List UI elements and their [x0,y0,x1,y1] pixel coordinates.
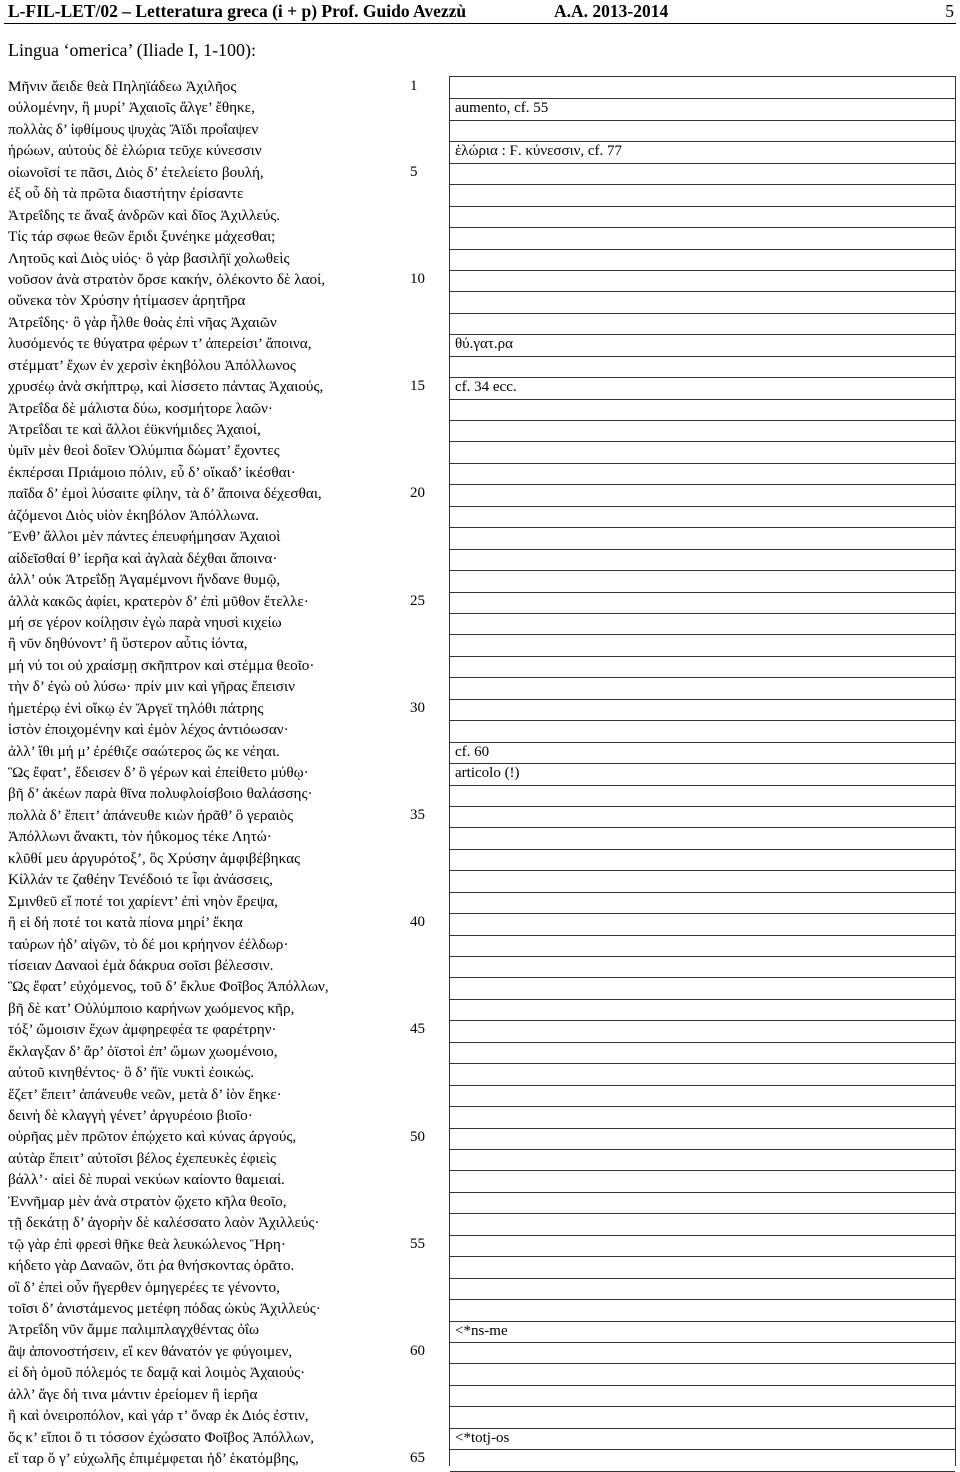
notes-row [450,742,955,764]
notes-row [450,291,955,313]
notes-row [450,849,955,871]
notes-row [450,1063,955,1085]
verse-line: τὴν δ’ ἐγὼ οὐ λύσω· πρίν μιν καὶ γῆρας ἔπεισιν [8,678,295,696]
verse-line: ἁζόμενοι Διὸς υἱὸν ἑκηβόλον Ἀπόλλωνα. [8,506,259,524]
verse-line: οὕνεκα τὸν Χρύσην ἠτίμασεν ἀρητῆρα [8,292,246,310]
notes-row [450,1192,955,1214]
line-number: 30 [410,699,425,716]
verse-line: Ἔνθ’ ἄλλοι μὲν πάντες ἐπευφήμησαν Ἀχαιοὶ [8,528,281,546]
notes-row [450,699,955,721]
notes-row [450,420,955,442]
notes-row [450,1149,955,1171]
line-number: 40 [410,914,425,931]
verse-line: μή νύ τοι οὐ χραίσμῃ σκῆπτρον καὶ στέμμα θεοῖο· [8,656,315,674]
line-number: 60 [410,1342,425,1359]
verse-line: Ὣς ἔφατ’ εὐχόμενος, τοῦ δ’ ἔκλυε Φοῖβος Ἀπόλλων, [8,978,329,996]
verse-line: χρυσέῳ ἀνὰ σκήπτρῳ, καὶ λίσσετο πάντας Ἀχαιούς, [8,378,324,396]
notes-row [450,356,955,378]
greek-text [8,76,403,1469]
verse-line: ἐξ οὗ δὴ τὰ πρῶτα διαστήτην ἐρίσαντε [8,185,244,203]
margin-note: cf. 34 ecc. [455,379,517,396]
verse-line: Ἀπόλλωνι ἄνακτι, τὸν ἠΰκομος τέκε Λητώ· [8,828,272,846]
notes-row [450,870,955,892]
verse-line: αἰδεῖσθαί θ’ ἱερῆα καὶ ἀγλαὰ δέχθαι ἄποινα· [8,549,278,567]
notes-row [450,377,955,399]
verse-line: τόξ’ ὤμοισιν ἔχων ἀμφηρεφέα τε φαρέτρην· [8,1021,277,1039]
notes-row [450,634,955,656]
verse-line: οὐρῆας μὲν πρῶτον ἐπῴχετο καὶ κύνας ἀργούς, [8,1128,297,1146]
line-number: 15 [410,378,425,395]
line-number: 55 [410,1235,425,1252]
academic-year: A.A. 2013-2014 [554,1,669,21]
verse-line: πολλὰς δ’ ἰφθίμους ψυχὰς Ἄϊδι προΐαψεν [8,120,259,138]
notes-row [450,463,955,485]
course-title: L-FIL-LET/02 – Letteratura greca (i + p) Prof. Guido Avezzù [8,1,467,21]
verse-line: ἔκλαγξαν δ’ ἄρ’ ὀϊστοὶ ἐπ’ ὤμων χωομένοιο, [8,1042,278,1060]
page-number: 5 [945,1,954,21]
verse-line: στέμματ’ ἔχων ἐν χερσὶν ἑκηβόλου Ἀπόλλωνος [8,356,296,374]
verse-line: ἐκπέρσαι Πριάμοιο πόλιν, εὖ δ’ οἴκαδ’ ἱκέσθαι· [8,463,296,481]
verse-line: αὐτοῦ κινηθέντος· ὃ δ’ ἤϊε νυκτὶ ἐοικώς. [8,1064,255,1082]
notes-row [450,1363,955,1385]
margin-note: <*ns-me [455,1322,508,1339]
verse-line: βάλλ’· αἰεὶ δὲ πυραὶ νεκύων καίοντο θαμειαί. [8,1171,285,1189]
verse-line: οὐλομένην, ἣ μυρί’ Ἀχαιοῖς ἄλγε’ ἔθηκε, [8,99,255,117]
notes-row [450,1213,955,1235]
notes-row [450,313,955,335]
notes-row [450,163,955,185]
verse-line: ἕζετ’ ἔπειτ’ ἀπάνευθε νεῶν, μετὰ δ’ ἰὸν ἕηκε· [8,1085,282,1103]
notes-row [450,1128,955,1150]
margin-note: ἑλώρια : Ϝ. κύνεσσιν, cf. 77 [455,143,623,160]
margin-note: aumento, cf. 55 [455,100,549,117]
notes-row [450,935,955,957]
verse-line: παῖδα δ’ ἐμοὶ λύσαιτε φίλην, τὰ δ’ ἄποινα δέχεσθαι, [8,485,322,503]
verse-line: Τίς τάρ σφωε θεῶν ἔριδι ξυνέηκε μάχεσθαι; [8,228,276,246]
notes-row [450,1342,955,1364]
verse-line: κήδετο γὰρ Δαναῶν, ὅτι ῥα θνήσκοντας ὁρᾶτο. [8,1257,295,1275]
verse-line: ὑμῖν μὲν θεοὶ δοῖεν Ὀλύμπια δώματ’ ἔχοντες [8,442,280,460]
notes-row [450,249,955,271]
notes-column [449,76,956,1466]
notes-row [450,763,955,785]
notes-row [450,1235,955,1257]
verse-line: Ὣς ἔφατ’, ἔδεισεν δ’ ὃ γέρων καὶ ἐπείθετο μύθῳ· [8,764,309,781]
notes-row [450,1406,955,1428]
notes-row [450,977,955,999]
verse-line: δεινὴ δὲ κλαγγὴ γένετ’ ἀργυρέοιο βιοῖο· [8,1107,253,1124]
verse-line: μή σε γέρον κοίλῃσιν ἐγὼ παρὰ νηυσὶ κιχείω [8,613,282,631]
verse-line: ἀλλ’ οὐκ Ἀτρεΐδῃ Ἀγαμέμνονι ἥνδανε θυμῷ, [8,571,281,589]
notes-row [450,827,955,849]
margin-note: θύ.γατ.ρα [455,336,513,353]
verse-line: αὐτὰρ ἔπειτ’ αὐτοῖσι βέλος ἐχεπευκὲς ἐφιεὶς [8,1149,277,1167]
verse-line: Ἀτρεΐδης· ὃ γὰρ ἦλθε θοὰς ἐπὶ νῆας Ἀχαιῶν [8,313,277,331]
notes-row [450,570,955,592]
line-number: 25 [410,592,425,609]
margin-note: <*totj-os [455,1429,510,1446]
notes-row [450,1170,955,1192]
header-rule [4,23,956,24]
notes-row [450,892,955,914]
verse-line: ἀλλ’ ἴθι μή μ’ ἐρέθιζε σαώτερος ὥς κε νέηαι. [8,742,280,760]
verse-line: τίσειαν Δαναοὶ ἐμὰ δάκρυα σοῖσι βέλεσσιν. [8,956,274,974]
verse-line: Ἀτρεΐδαι τε καὶ ἄλλοι ἐϋκνήμιδες Ἀχαιοί, [8,421,261,438]
notes-row [450,484,955,506]
line-number: 5 [410,163,418,180]
notes-row [450,677,955,699]
notes-row [450,806,955,828]
verse-line: τῷ γὰρ ἐπὶ φρεσὶ θῆκε θεὰ λευκώλενος Ἥρη· [8,1235,286,1253]
notes-row [450,999,955,1021]
line-number: 35 [410,806,425,823]
verse-line: κλῦθί μευ ἀργυρότοξ’, ὃς Χρύσην ἀμφιβέβηκας [8,849,301,867]
verse-line: ἱστὸν ἐποιχομένην καὶ ἐμὸν λέχος ἀντιόωσαν· [8,721,289,739]
verse-line: Μῆνιν ἄειδε θεὰ Πηληϊάδεω Ἀχιλῆος [8,78,237,95]
verse-line: τοῖσι δ’ ἀνιστάμενος μετέφη πόδας ὠκὺς Ἀχιλλεύς· [8,1299,321,1317]
verse-line: ἀλλὰ κακῶς ἀφίει, κρατερὸν δ’ ἐπὶ μῦθον ἔτελλε· [8,592,309,610]
verse-line: ἡρώων, αὐτοὺς δὲ ἑλώρια τεῦχε κύνεσσιν [8,142,262,160]
verse-line: ἀλλ’ ἄγε δή τινα μάντιν ἐρείομεν ἢ ἱερῆα [8,1385,258,1403]
verse-line: εἴ ταρ ὅ γ’ εὐχωλῆς ἐπιμέμφεται ἠδ’ ἑκατόμβης, [8,1450,299,1467]
notes-row [450,1106,955,1128]
notes-row [450,913,955,935]
page-header [8,0,956,22]
verse-line: ταύρων ἠδ’ αἰγῶν, τὸ δέ μοι κρήηνον ἐέλδωρ· [8,935,289,953]
section-title: Lingua ‘omerica’ (Iliade I, 1-100): [8,40,257,60]
notes-row [450,549,955,571]
verse-line: ὅς κ’ εἴποι ὅ τι τόσσον ἐχώσατο Φοῖβος Ἀπόλλων, [8,1428,315,1446]
notes-row [450,785,955,807]
verse-line: Σμινθεῦ εἴ ποτέ τοι χαρίεντ’ ἐπὶ νηὸν ἔρεψα, [8,892,278,910]
verse-line: ἂψ ἀπονοστήσειν, εἴ κεν θάνατόν γε φύγοιμεν, [8,1342,293,1360]
line-number: 1 [410,78,418,94]
notes-row [450,956,955,978]
verse-line: ἡμετέρῳ ἐνὶ οἴκῳ ἐν Ἄργεϊ τηλόθι πάτρης [8,699,264,717]
margin-note: articolo (!) [455,765,520,782]
verse-line: βῆ δ’ ἀκέων παρὰ θῖνα πολυφλοίσβοιο θαλάσσης· [8,785,313,803]
verse-line: ἢ νῦν δηθύνοντ’ ἢ ὕστερον αὖτις ἰόντα, [8,635,248,653]
notes-row [450,441,955,463]
notes-row [450,270,955,292]
notes-row [450,1020,955,1042]
verse-line: Κίλλάν τε ζαθέην Τενέδοιό τε ἶφι ἀνάσσεις, [8,871,273,889]
line-number: 45 [410,1021,425,1038]
margin-note: cf. 60 [455,743,490,760]
line-number: 20 [410,485,425,502]
line-number: 10 [410,270,425,287]
verse-line: οἳ δ’ ἐπεὶ οὖν ἤγερθεν ὁμηγερέες τε γένοντο, [8,1278,280,1296]
notes-row [450,720,955,742]
notes-row [450,334,955,356]
notes-row [450,77,955,99]
notes-row [450,120,955,142]
notes-row [450,1278,955,1300]
notes-row [450,592,955,614]
notes-row [450,1385,955,1407]
notes-row [450,613,955,635]
line-number: 50 [410,1128,425,1145]
notes-row [450,1321,955,1343]
notes-row [450,206,955,228]
verse-line: Ἀτρεΐδη νῦν ἄμμε παλιμπλαγχθέντας ὀΐω [8,1321,260,1339]
verse-line: Ἐννῆμαρ μὲν ἀνὰ στρατὸν ᾤχετο κῆλα θεοῖο, [8,1192,287,1210]
verse-line: νοῦσον ἀνὰ στρατὸν ὄρσε κακήν, ὀλέκοντο δὲ λαοί, [8,270,325,288]
verse-line: Ἀτρεΐδα δὲ μάλιστα δύω, κοσμήτορε λαῶν· [8,399,273,417]
verse-line: ἢ εἰ δή ποτέ τοι κατὰ πίονα μηρί’ ἔκηα [8,914,243,932]
notes-row [450,1042,955,1064]
line-number: 65 [410,1450,425,1467]
verse-line: πολλὰ δ’ ἔπειτ’ ἀπάνευθε κιὼν ἠρᾶθ’ ὃ γεραιὸς [8,806,294,824]
verse-line: Ἀτρεΐδης τε ἄναξ ἀνδρῶν καὶ δῖος Ἀχιλλεύς. [8,206,281,224]
notes-row [450,1256,955,1278]
notes-row [450,227,955,249]
notes-row [450,184,955,206]
notes-row [450,527,955,549]
notes-row [450,1085,955,1107]
verse-line: οἰωνοῖσί τε πᾶσι, Διὸς δ’ ἐτελείετο βουλή, [8,163,264,181]
notes-row [450,656,955,678]
notes-row [450,1299,955,1321]
notes-row [450,1449,955,1471]
notes-row [450,1428,955,1450]
verse-line: εἰ δὴ ὁμοῦ πόλεμός τε δαμᾷ καὶ λοιμὸς Ἀχαιούς· [8,1364,306,1382]
verse-line: λυσόμενός τε θύγατρα φέρων τ’ ἀπερείσι’ ἄποινα, [8,335,312,353]
verse-line: ἢ καὶ ὀνειροπόλον, καὶ γάρ τ’ ὄναρ ἐκ Διός ἐστιν, [8,1407,309,1425]
verse-line: τῇ δεκάτῃ δ’ ἀγορὴν δὲ καλέσσατο λαὸν Ἀχιλλεύς· [8,1214,320,1232]
notes-row [450,399,955,421]
verse-line: βῆ δὲ κατ’ Οὐλύμποιο καρήνων χωόμενος κῆρ, [8,999,295,1017]
verse-line: Λητοῦς καὶ Διὸς υἱός· ὃ γὰρ βασιλῆϊ χολωθεὶς [8,249,290,267]
notes-row [450,506,955,528]
